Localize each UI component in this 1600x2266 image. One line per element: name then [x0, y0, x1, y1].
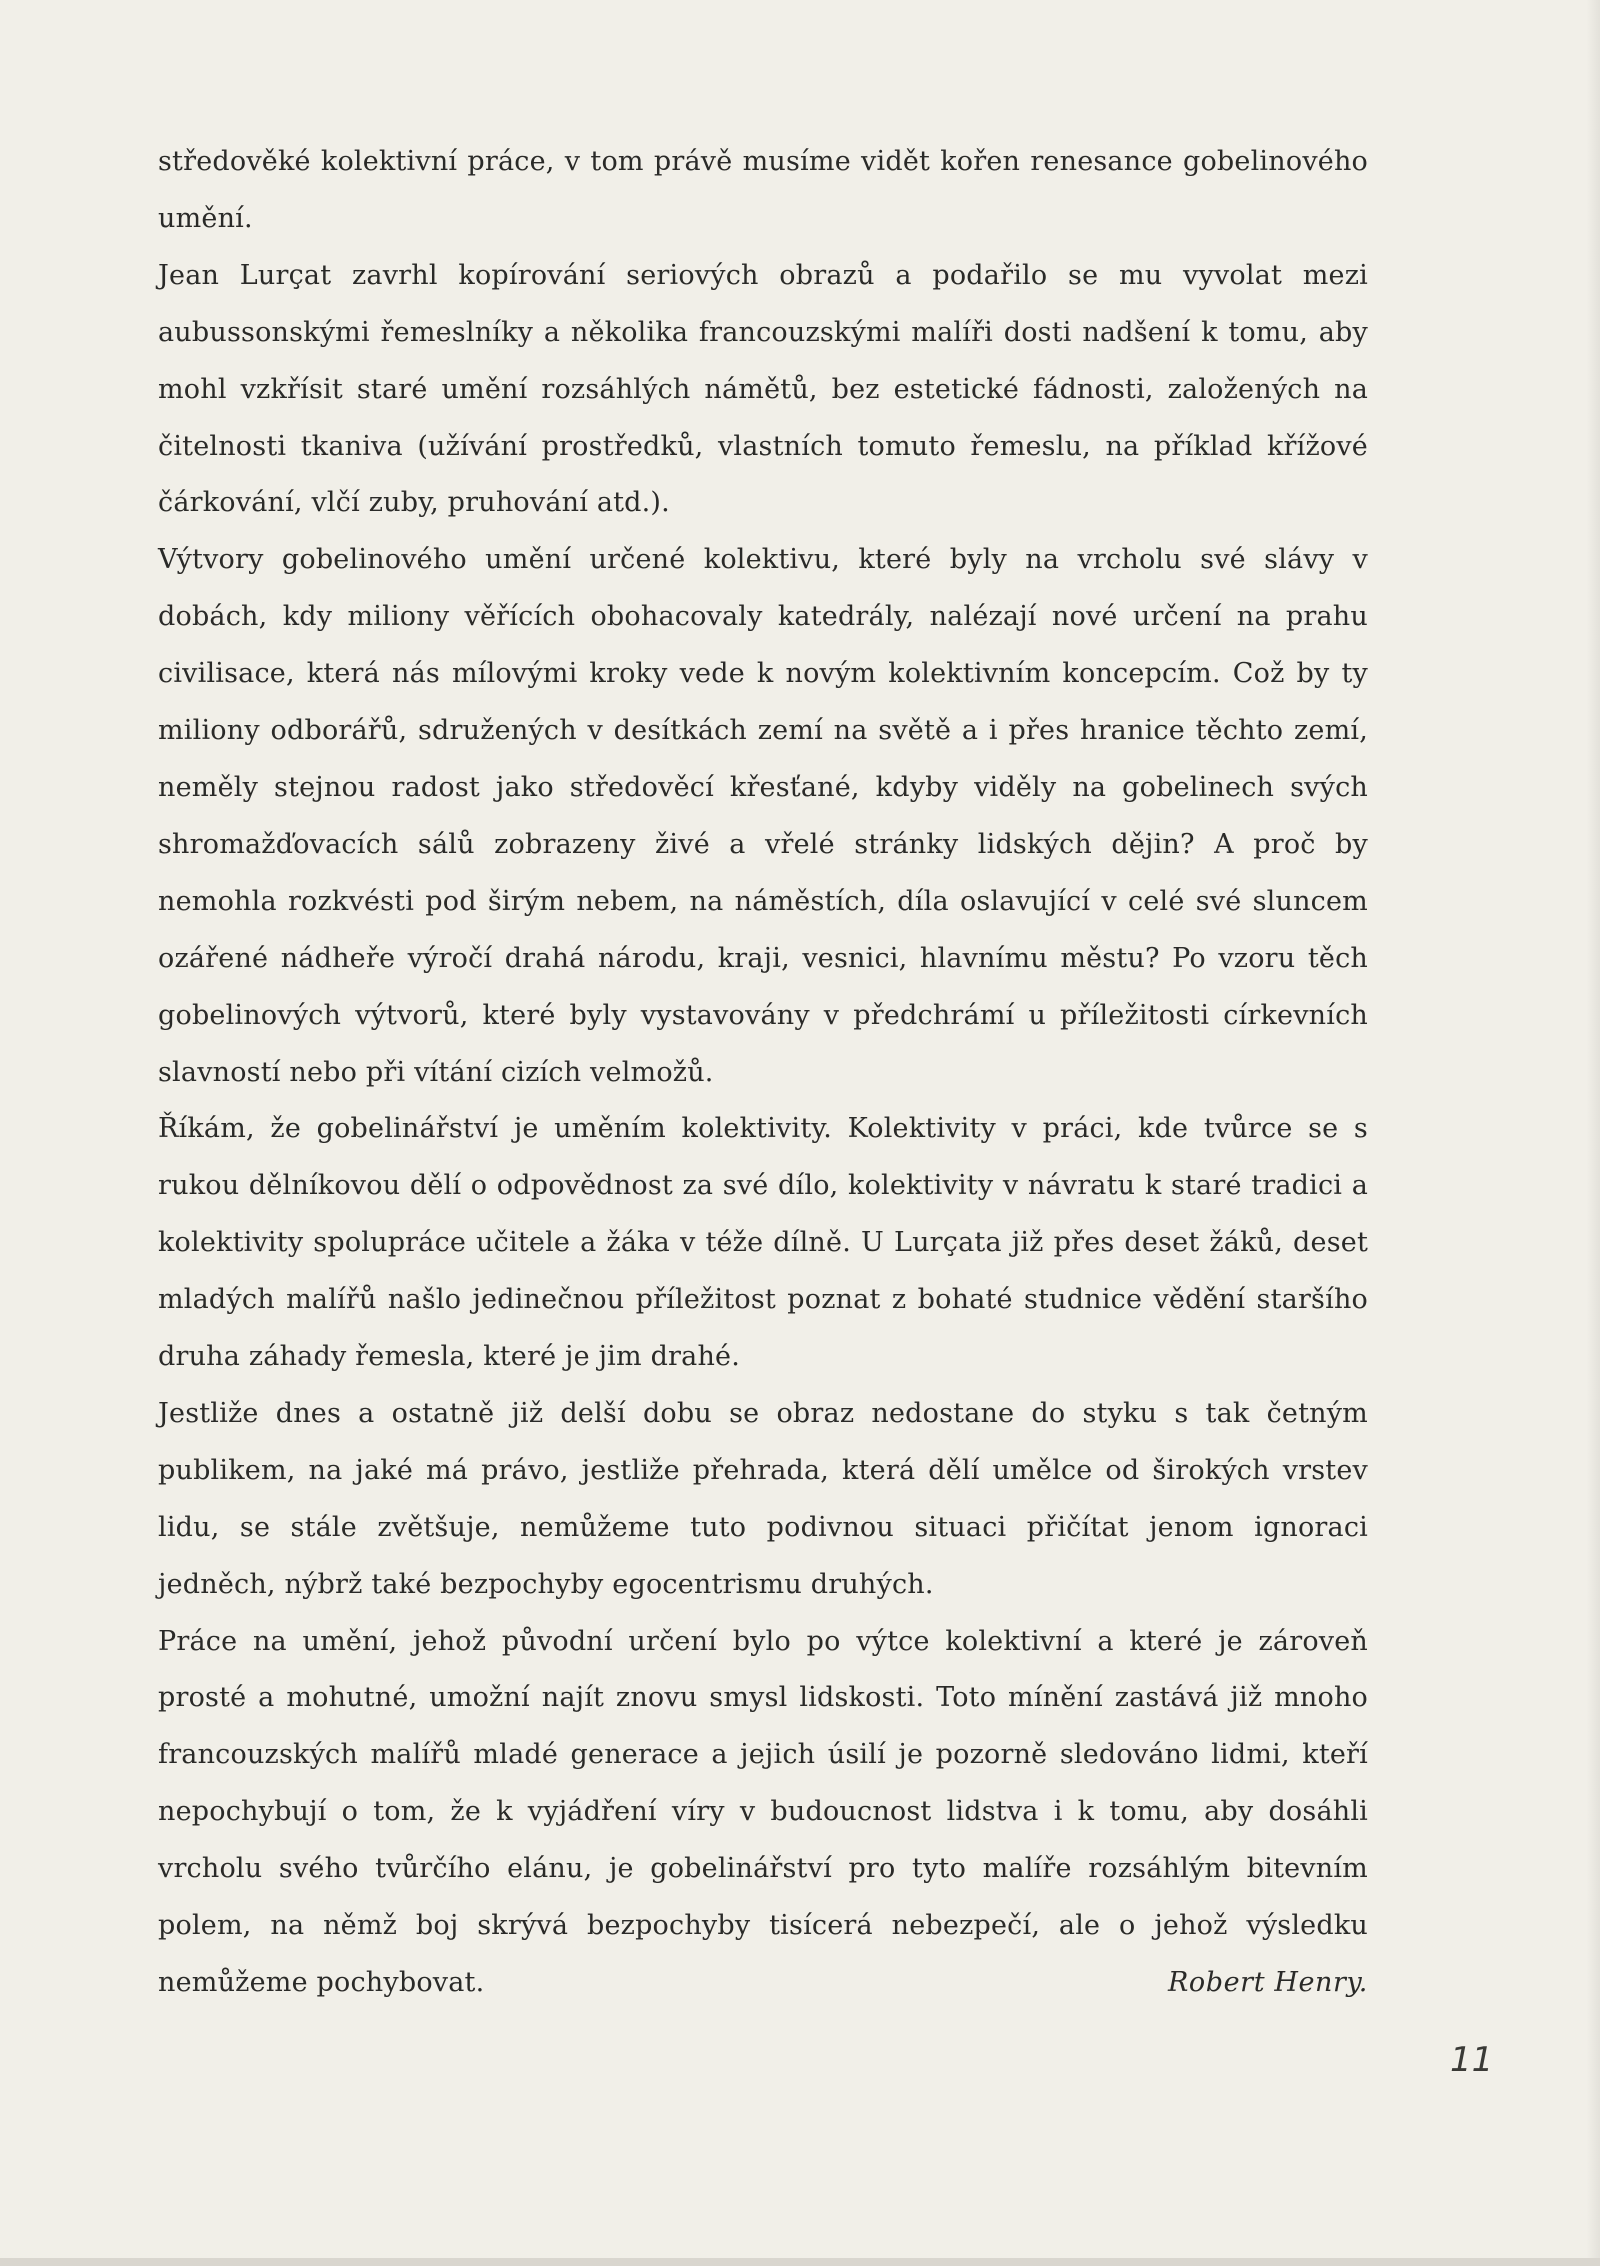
author-signature: Robert Henry. [1167, 1967, 1368, 1998]
page-bottom-edge [0, 2258, 1600, 2266]
page-number: 11 [1450, 2040, 1494, 2080]
paragraph-6 [158, 1614, 1368, 2012]
page-edge-shadow [1586, 0, 1600, 2266]
article-body [158, 134, 1368, 2012]
paragraph-2: Jean Lurçat zavrhl kopírování seriových obrazů a podařilo se mu vyvolat mezi aubussonskými řemeslníky a několika francouzskými malíři dosti nadšení k tomu, aby mohl vzkřísit staré umění rozsáhlých námětů, bez estetické fádnosti, založených na čitelnosti tkaniva (užívání prostředků, vlastních tomuto řemeslu, na příklad křížové čárkování, vlčí zuby, pruhování atd.). [158, 259, 1368, 519]
paragraph-6-text: Práce na umění, jehož původní určení bylo po výtce kolektivní a které je zároveň prosté a mohutné, umožní najít znovu smysl lidskosti. Toto mínění zastává již mnoho francouzských malířů mladé generace a jejich úsilí je pozorně sledováno lidmi, kteří nepochybují o tom, že k vyjádření víry v budoucnost lidstva i k tomu, aby dosáhli vrcholu svého tvůrčího elánu, je gobelinářství pro tyto malíře rozsáhlým bitevním polem, na němž boj skrývá bezpochyby tisícerá nebezpečí, ale o jehož výsledku nemůžeme pochybovat. [158, 1625, 1368, 1998]
paragraph-1: středověké kolektivní práce, v tom právě musíme vidět kořen renesance gobelinového umění. [158, 146, 1368, 234]
paragraph-5: Jestliže dnes a ostatně již delší dobu se obraz nedostane do styku s tak četným publikem, na jaké má právo, jestliže přehrada, která dělí umělce od širokých vrstev lidu, se stále zvětšuje, nemůžeme tuto podivnou situaci přičítat jenom ignoraci jedněch, nýbrž také bezpochyby egocentrismu druhých. [158, 1397, 1368, 1600]
paragraph-4: Říkám, že gobelinářství je uměním kolektivity. Kolektivity v práci, kde tvůrce se s rukou dělníkovou dělí o odpovědnost za své dílo, kolektivity v návratu k staré tradici a kolektivity spolupráce učitele a žáka v téže dílně. U Lurçata již přes deset žáků, deset mladých malířů našlo jedinečnou příležitost poznat z bohaté studnice vědění staršího druha záhady řemesla, které je jim drahé. [158, 1113, 1368, 1373]
paragraph-3: Výtvory gobelinového umění určené kolektivu, které byly na vrcholu své slávy v dobách, kdy miliony věřících obohacovaly katedrály, nalézají nové určení na prahu civilisace, která nás mílovými kroky vede k novým kolektivním koncepcím. Což by ty miliony odborářů, sdružených v desítkách zemí na světě a i přes hranice těchto zemí, neměly stejnou radost jako středověcí křesťané, kdyby viděly na gobelinech svých shromažďovacích sálů zobrazeny živé a vřelé stránky lidských dějin? A proč by nemohla rozkvésti pod širým nebem, na náměstích, díla oslavující v celé své sluncem ozářené nádheře výročí drahá národu, kraji, vesnici, hlavnímu městu? Po vzoru těch gobelinových výtvorů, které byly vystavovány v předchrámí u příležitosti církevních slavností nebo při vítání cizích velmožů. [158, 544, 1368, 1088]
